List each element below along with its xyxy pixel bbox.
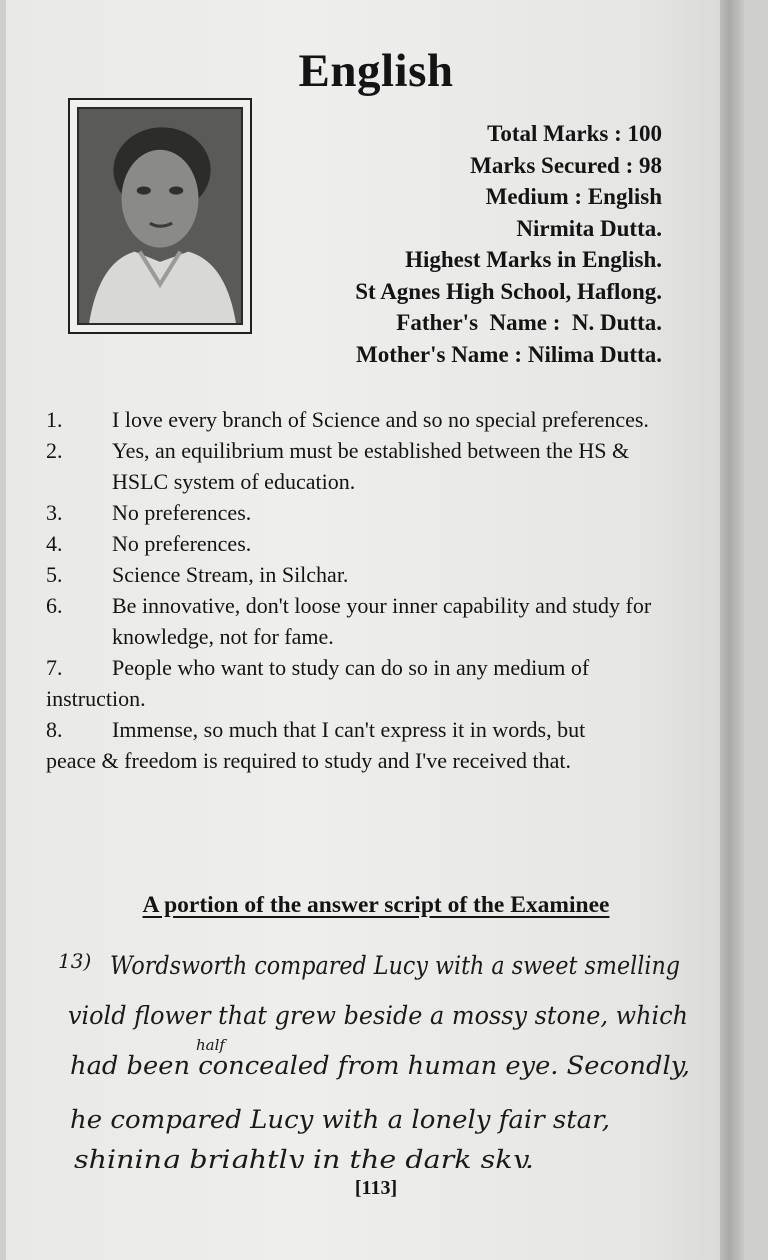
handwriting-line: he compared Lucy with a lonely fair star, (70, 1105, 610, 1134)
answer-number: 1. (46, 407, 63, 432)
answer-text: People who want to study can do so in any medium of instruction. (46, 655, 590, 711)
father-name: Father's Name : N. Dutta. (396, 310, 662, 335)
handwriting-question-number: 13) (58, 949, 92, 973)
answer-list (46, 404, 686, 776)
answer-text: Be innovative, don't loose your inner capability and study for knowledge, not for fame. (112, 593, 652, 649)
total-marks: Total Marks : 100 (487, 121, 662, 146)
answer-item (46, 404, 686, 435)
handwriting-line: had been concealed from human eye. Secondly, (70, 1051, 690, 1080)
answer-item (46, 435, 686, 497)
handwriting-line: Wordsworth compared Lucy with a sweet smelling (110, 951, 680, 980)
answer-item (46, 528, 686, 559)
handwriting-line: shining brightly in the dark sky. (74, 1145, 534, 1168)
answer-item (46, 590, 686, 652)
answer-number: 6. (46, 593, 63, 618)
medium: Medium : English (485, 184, 662, 209)
student-name: Nirmita Dutta. (516, 215, 662, 241)
handwriting-insertion: half (196, 1036, 225, 1054)
answer-text: No preferences. (112, 531, 252, 556)
answer-item (46, 714, 686, 776)
answer-text: Immense, so much that I can't express it in words, but peace & freedom is required to study and I've received that. (46, 717, 586, 773)
page-edge (720, 0, 744, 1260)
answer-item (46, 497, 686, 528)
answer-text: No preferences. (112, 500, 252, 525)
answer-text: Yes, an equilibrium must be established between the HS & HSLC system of education. (112, 438, 630, 494)
answer-number: 4. (46, 531, 63, 556)
answer-number: 5. (46, 562, 63, 587)
answer-number: 2. (46, 438, 63, 463)
answer-item (46, 652, 686, 714)
answer-number: 8. (46, 717, 63, 742)
answer-number: 3. (46, 500, 63, 525)
handwritten-answer (58, 938, 698, 1168)
answer-number: 7. (46, 655, 63, 680)
answer-text: Science Stream, in Silchar. (112, 562, 349, 587)
marks-secured: Marks Secured : 98 (470, 152, 662, 178)
answer-script-heading: A portion of the answer script of the Examinee (142, 892, 610, 918)
achievement: Highest Marks in English. (405, 247, 662, 272)
school-name: St Agnes High School, Haflong. (355, 278, 662, 304)
answer-item (46, 559, 686, 590)
student-photo (68, 98, 252, 334)
student-info (355, 118, 662, 370)
handwriting-line: viold flower that grew beside a mossy stone, which (68, 1001, 688, 1030)
page-number: [113] (354, 1177, 398, 1199)
student-portrait-icon (77, 107, 243, 325)
subject-title: English (298, 45, 454, 97)
book-page (6, 0, 744, 1260)
answer-text: I love every branch of Science and so no special preferences. (112, 407, 649, 432)
mother-name: Mother's Name : Nilima Dutta. (356, 341, 662, 367)
